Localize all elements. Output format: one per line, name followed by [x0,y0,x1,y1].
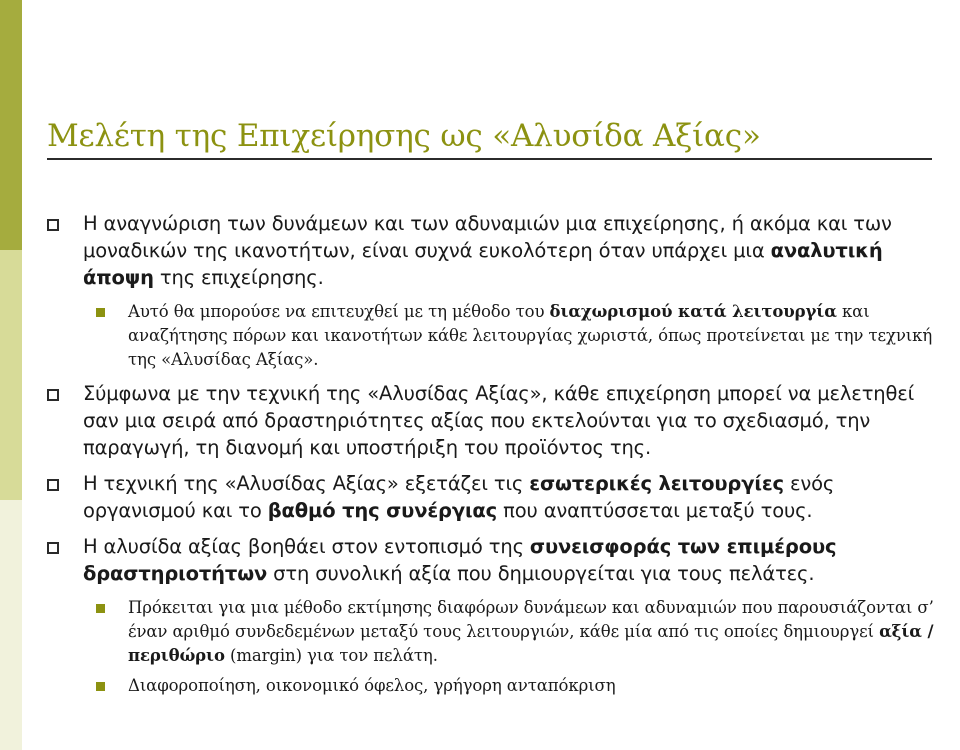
bullet-text: που αναπτύσσεται μεταξύ τους. [497,499,813,522]
bullet-bold-text: εσωτερικές λειτουργίες [529,472,784,495]
bullet-text: Η τεχνική της «Αλυσίδας Αξίας» εξετάζει τις [83,472,530,495]
hollow-square-bullet-icon [47,219,59,231]
slide-content [45,210,945,704]
sub-bullet-text: (margin) για τον πελάτη. [224,646,438,665]
bullet-text: Σύμφωνα με την τεχνική της «Αλυσίδας Αξίας», κάθε επιχείρηση μπορεί να μελετηθεί σαν μια σειρά από δραστηριότητες αξίας που εκτελούνται για το σχεδιασμό, την παραγωγή, τη διανομή και υποστήριξη του προϊόντος της. [83,382,915,459]
sub-bullet-text: Διαφοροποίηση, οικονομικό όφελος, γρήγορη ανταπόκριση [128,676,616,695]
bullet-text: στη συνολική αξία που δημιουργείται για τους πελάτες. [267,562,815,585]
sub-bullet-1-1 [90,300,945,372]
bullet-4 [45,533,945,587]
bullet-text: ενός οργανισμού και το [83,472,835,522]
bullet-text: Η αλυσίδα αξίας βοηθάει στον εντοπισμό της [83,535,530,558]
bullet-text: Η αναγνώριση των δυνάμεων και των αδυναμιών μια επιχείρησης, ή ακόμα και των μοναδικών της ικανοτήτων, είναι συχνά ευκολότερη όταν υπάρχει μια [83,212,892,262]
sub-bullet-bold-text: αξία / περιθώριο [128,622,934,665]
sub-bullet-text: Πρόκειται για μια μέθοδο εκτίμησης διαφόρων δυνάμεων και αδυναμιών που παρουσιάζονται σ’ έναν αριθμό συνδεδεμένων μεταξύ τους λειτουργιών, κάθε μία από τις οποίες δημιουργεί [128,598,934,641]
filled-square-bullet-icon [96,682,105,691]
hollow-square-bullet-icon [47,479,59,491]
bullet-bold-text: συνεισφοράς των επιμέρους δραστηριοτήτων [83,535,837,585]
bullet-2 [45,380,945,461]
bullet-bold-text: αναλυτική άποψη [83,239,883,289]
sub-bullet-4-2 [90,674,945,698]
bullet-bold-text: βαθμό της συνέργιας [267,499,498,522]
sub-bullet-text: και αναζήτησης πόρων και ικανοτήτων κάθε λειτουργίας χωριστά, όπως προτείνεται με την τεχνική της «Αλυσίδας Αξίας». [128,302,933,369]
slide-title: Μελέτη της Επιχείρησης ως «Αλυσίδα Αξίας» [47,118,761,154]
sub-bullet-bold-text: διαχωρισμού κατά λειτουργία [549,302,837,321]
left-accent-band-mid [0,250,22,500]
bullet-3 [45,470,945,524]
sub-bullet-text: Αυτό θα μπορούσε να επιτευχθεί με τη μέθοδο του [128,302,550,321]
left-accent-band-dark [0,0,22,250]
sub-bullet-4-1 [90,596,945,668]
title-underline [47,158,932,160]
hollow-square-bullet-icon [47,389,59,401]
bullet-text: της επιχείρησης. [153,266,324,289]
hollow-square-bullet-icon [47,542,59,554]
filled-square-bullet-icon [96,308,105,317]
bullet-1 [45,210,945,291]
left-accent-band-light [0,500,22,750]
filled-square-bullet-icon [96,604,105,613]
